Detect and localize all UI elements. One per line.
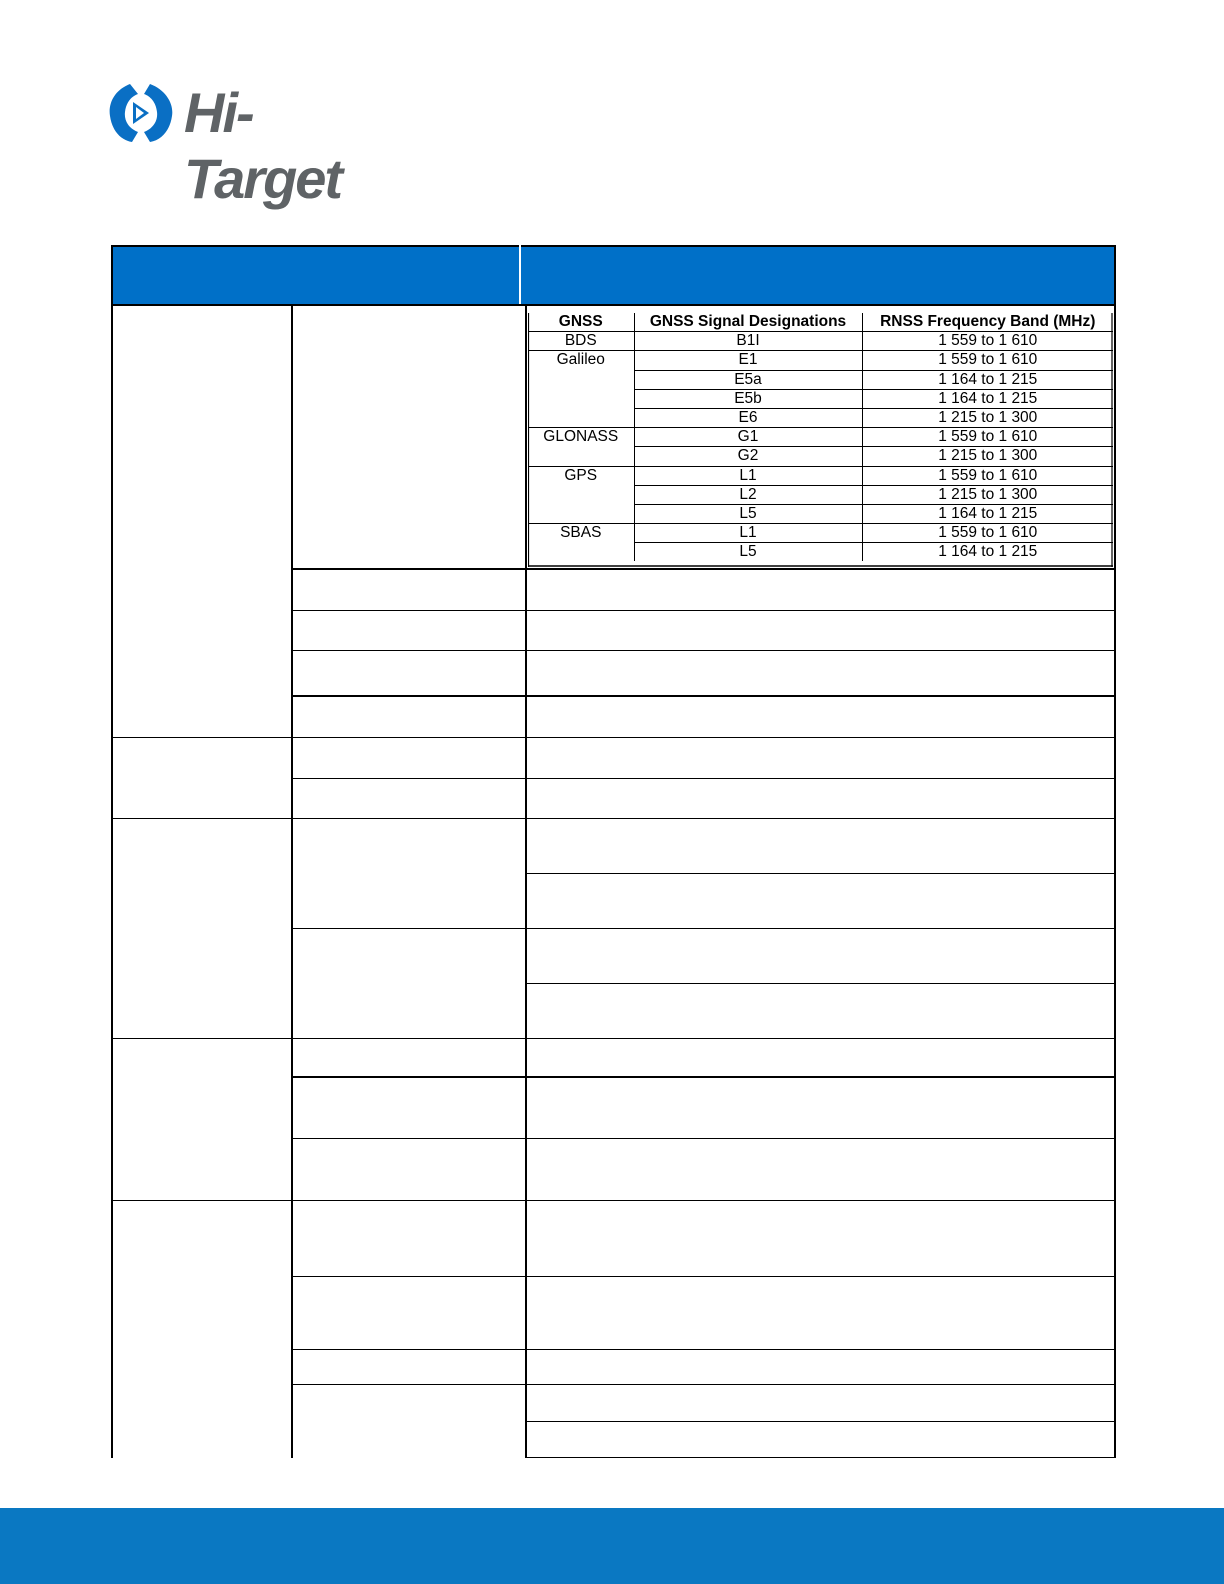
signal-cell: L5 xyxy=(634,543,862,562)
hi-target-logo xyxy=(108,80,398,210)
signal-cell: L5 xyxy=(634,504,862,523)
band-cell: 1 559 to 1 610 xyxy=(862,524,1113,543)
band-cell: 1 215 to 1 300 xyxy=(862,485,1113,504)
signal-cell: L2 xyxy=(634,485,862,504)
table-header-right xyxy=(521,246,1115,304)
signal-cell: E1 xyxy=(634,351,862,370)
signal-cell: G1 xyxy=(634,428,862,447)
col-signal-header: GNSS Signal Designations xyxy=(634,313,862,332)
band-cell: 1 164 to 1 215 xyxy=(938,543,1038,561)
gnss-cell: GLONASS xyxy=(528,428,634,466)
signal-cell: G2 xyxy=(634,447,862,466)
signal-cell: E5b xyxy=(634,389,862,408)
signal-table-frame xyxy=(528,313,1113,567)
band-cell: 1 215 to 1 300 xyxy=(862,408,1113,427)
band-cell: 1 559 to 1 610 xyxy=(862,428,1113,447)
gnss-cell: SBAS xyxy=(528,524,634,562)
hi-target-logo-icon xyxy=(108,80,178,146)
signal-cell: L1 xyxy=(634,466,862,485)
gnss-cell: GPS xyxy=(528,466,634,524)
signal-cell: B1I xyxy=(634,332,862,351)
gnss-cell: Galileo xyxy=(528,351,634,428)
signal-cell: E6 xyxy=(634,408,862,427)
col-band-header: RNSS Frequency Band (MHz) xyxy=(862,313,1113,332)
table-header-left xyxy=(112,246,519,304)
band-cell: 1 559 to 1 610 xyxy=(862,351,1113,370)
signal-cell: E5a xyxy=(634,370,862,389)
band-cell: 1 559 to 1 610 xyxy=(862,466,1113,485)
band-cell: 1 164 to 1 215 xyxy=(862,389,1113,408)
col-gnss-header: GNSS xyxy=(528,313,634,332)
band-cell: 1 559 to 1 610 xyxy=(862,332,1113,351)
band-cell: 1 164 to 1 215 xyxy=(862,504,1113,523)
footer-band xyxy=(0,1508,1224,1584)
brand-name: Hi-Target xyxy=(184,81,342,210)
signal-cell: L1 xyxy=(634,524,862,543)
gnss-cell: BDS xyxy=(528,332,634,351)
band-cell: 1 164 to 1 215 xyxy=(862,370,1113,389)
gnss-signal-table xyxy=(528,313,1113,567)
band-cell: 1 215 to 1 300 xyxy=(862,447,1113,466)
